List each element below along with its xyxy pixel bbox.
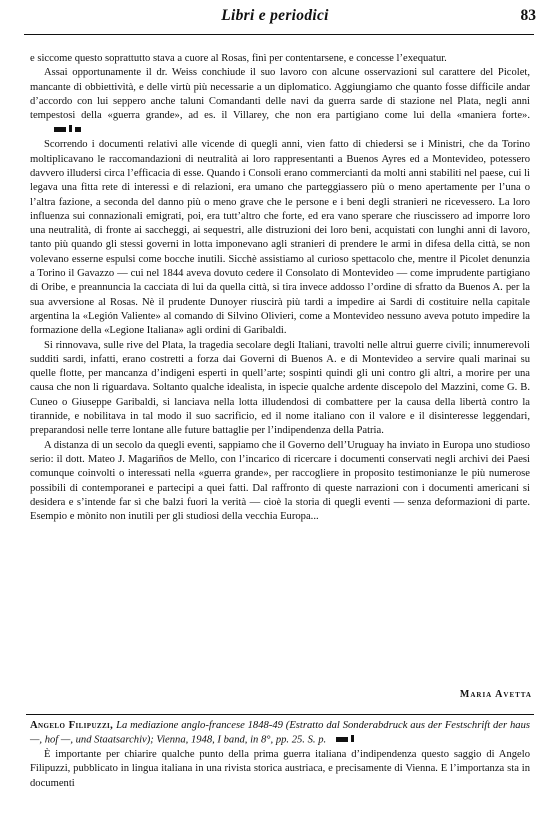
article-body bbox=[30, 52, 530, 524]
review-text: È importante per chiarire qualche punto della prima guerra italiana d’indipendenza questo saggio di Angelo Filipuzzi, pubblicato in lingua italiana in una rivista storica austriaca, e precisamente di Vienna. E l’importanza sta in documenti bbox=[30, 749, 530, 789]
paragraph bbox=[30, 66, 530, 138]
running-title: Libri e periodici bbox=[221, 7, 329, 24]
page-header bbox=[0, 0, 550, 32]
section-rule bbox=[26, 714, 534, 715]
paragraph: Si rinnovava, sulle rive del Plata, la tragedia secolare degli Italiani, travolti nelle altrui guerre civili; innumerevoli sudditi sardi, infatti, erano costretti a forza dai Governi di Buenos A. e di Montevideo a servire quali marinai su quelle flotte, per mancanza d’indigeni esperti in quell’arte; sospinti quindi gli uni contro gli altri, a morire per una causa che non li riguardava. Soltanto qualche idealista, in ispecie qualche ardente discepolo del Mazzini, come G. B. Cuneo o Giuseppe Garibaldi, si lanciava nella lotta illudendosi di combattere per la causa della libertà contro la tirannide, e nobilitava in tal modo il suo sacrificio, ed il nome italiano con il valore e il disinteresse leggendari, preparandosi nelle terre lontane alle future battaglie per l’indipendenza della Patria. bbox=[30, 339, 530, 437]
paragraph-text: Assai opportunamente il dr. Weiss conchiude il suo lavoro con alcune osservazioni sul carattere del Picolet, mancante di obbiettività, e delle virtù più necessarie a un diplomatico. Aggiungiamo che quanto fosse difficile andar d’accordo con lui seppero anche taluni Comandanti delle navi da guerra sarde di stazione nel Plata, negli anni tempestosi della «guerra grande», ad es. il Villarey, che non era partigiano come lui della «maniera forte». bbox=[30, 67, 530, 122]
paragraph: A distanza di un secolo da quegli eventi, sappiamo che il Governo dell’Uruguay ha inviato in Europa uno studioso serio: il dott. Mateo J. Magariños de Mello, con l’incarico di ricercare i documenti conservati negli archivi dei Paesi comunque coinvolti o interessati nella «guerra grande», per raccogliere in proposito testimonianze le più numerose possibili di contemporanei e partecipi a quei fatti. Dal raffronto di queste narrazioni con i documenti americani si desidera e s’intende far sì che balzi fuori la verità — cioè la storia di quegli eventi — senza deformazioni di parte. Esempio e mònito non inutili per gli studiosi della vecchia Europa... bbox=[30, 439, 530, 523]
header-rule bbox=[24, 34, 534, 35]
paragraph: e siccome questo soprattutto stava a cuore al Rosas, finì per contentarsene, e concesse l’exequatur. bbox=[30, 53, 447, 64]
review-author: Angelo Filipuzzi, bbox=[30, 720, 114, 731]
page-number: 83 bbox=[520, 7, 536, 24]
paragraph: Scorrendo i documenti relativi alle vicende di quegli anni, vien fatto di chiedersi se i Ministri, che da Torino moltiplicavano le raccomandazioni di neutralità ai loro rappresentanti a Buenos Ayres ed a Montevideo, potessero davvero illudersi circa l’efficacia di esse. Quando i Consoli erano commercianti da molti anni stabiliti nel paese, cui li legava una fitta rete di interessi e di relazioni, era umano che parteggiassero più o meno apertamente per l’una o l’altra fazione, a seconda del danno più o meno grave che le persone e i beni degli stranieri ne ricevessero. La loro influenza sui connazionali emigrati, poi, era tutt’altro che forte, ed era vano sperare che riuscissero ad imporre loro una neutralità, di fronte ai saccheggi, ai sequestri, alle distruzioni dei loro beni, acquistati con lunghi anni di lavoro, tanto più quando gli stessi governi in lotta imponevano agli stranieri di prendere le armi in difesa della città, se non volevano esserne espulsi come bocche inutili. Sicchè assistiamo al curioso spettacolo che, mentre il Picolet denunzia a Torino il Gavazzo — cui nel 1844 aveva dovuto cedere il Consolato di Montevideo — come imprudente partigiano di Oribe, e preannuncia la cacciata di lui da quella città, si tira invece addosso l’ordine di sfratto da Buenos A. per la sua avversione al Rosas. Nè il prudente Dunoyer riuscirà più tardi a impedire ai Sardi di costituire nella capitale argentina la «Legión Valiente» al comando di Silvino Olivieri, come a Montevideo nessuno aveva potuto impedire la formazione della «Legione Italiana» agli ordini di Garibaldi. bbox=[30, 139, 530, 337]
book-review bbox=[30, 719, 530, 791]
ink-marks bbox=[40, 123, 84, 137]
review-citation bbox=[30, 719, 530, 748]
review-title: La mediazione anglo-francese 1848-49 (Estratto dal Sonderabdruck aus der Festschrift der haus —, hof —, und Staatsarchiv); Vienna, 1948, I band, in 8°, pp. 25. S. p. bbox=[30, 720, 530, 746]
author-signature: Maria Avetta bbox=[459, 689, 532, 700]
ink-marks bbox=[336, 733, 357, 747]
